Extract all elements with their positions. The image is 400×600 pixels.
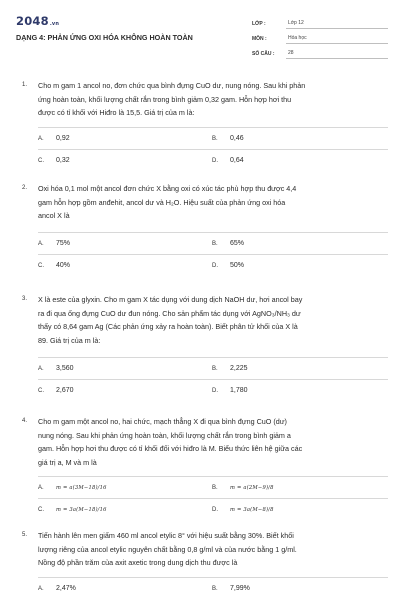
choice-letter: B. bbox=[212, 485, 218, 491]
choice-text: 2,225 bbox=[230, 365, 248, 372]
choice-a[interactable] bbox=[38, 585, 76, 592]
choice-letter: A. bbox=[38, 241, 44, 247]
choice-letter: B. bbox=[212, 366, 218, 372]
meta-row-count bbox=[252, 44, 388, 59]
choice-text: 0,92 bbox=[56, 135, 70, 142]
question-line: lượng riêng của ancol etylic nguyên chất bằng 0,8 g/ml và của nước bằng 1 g/ml. bbox=[38, 544, 297, 554]
formula-text: m = a(2M−9)/8 bbox=[230, 485, 274, 491]
question-line: Tiến hành lên men giấm 460 ml ancol etylic 8° với hiệu suất bằng 30%. Biết khối bbox=[38, 531, 294, 540]
choice-row bbox=[38, 357, 388, 379]
choice-letter: C. bbox=[38, 507, 44, 513]
question-line: 89. Giá trị của m là: bbox=[38, 335, 101, 345]
choice-text: 2,47% bbox=[56, 585, 76, 592]
choice-row bbox=[38, 149, 388, 171]
choice-text: 40% bbox=[56, 262, 71, 269]
question-line: ra đi qua ống đựng CuO dư đun nóng. Cho sản phẩm tác dụng với AgNO₃/NH₃ dư bbox=[38, 308, 301, 318]
question-line: thấy có 8,64 gam Ag (Các phản ứng xảy ra hoàn toàn). Biết phân tử khối của X là bbox=[38, 322, 298, 331]
choice-c[interactable] bbox=[38, 506, 107, 513]
choice-letter: C. bbox=[38, 158, 44, 164]
choice-row bbox=[38, 379, 388, 401]
choice-d[interactable] bbox=[212, 387, 248, 394]
question-number: 5. bbox=[22, 532, 28, 538]
choice-b[interactable] bbox=[212, 365, 248, 372]
question-line: nung nóng. Sau khi phản ứng hoàn toàn, khối lượng chất rắn trong bình giảm a bbox=[38, 430, 291, 440]
choice-text: 0,64 bbox=[230, 157, 244, 164]
choice-text: 7,99% bbox=[230, 585, 250, 592]
meta-row-class bbox=[252, 14, 388, 29]
choice-letter: A. bbox=[38, 136, 44, 142]
question-text bbox=[38, 79, 388, 120]
choice-row bbox=[38, 254, 388, 276]
logo-main: 2048 bbox=[16, 14, 49, 28]
question-line: ancol X là bbox=[38, 211, 70, 220]
choice-row bbox=[38, 476, 388, 498]
question-line: Cho m gam một ancol no, hai chức, mạch thẳng X đi qua bình đựng CuO (dư) bbox=[38, 417, 287, 426]
choice-letter: D. bbox=[212, 263, 218, 269]
choice-row bbox=[38, 127, 388, 149]
choice-a[interactable] bbox=[38, 484, 107, 491]
question-line: được có tỉ khối với Hiđro là 15,5. Giá trị của m là: bbox=[38, 108, 195, 117]
formula-text: m = a(3M−18)/16 bbox=[56, 485, 107, 491]
choice-row bbox=[38, 232, 388, 254]
choice-c[interactable] bbox=[38, 387, 74, 394]
page-header bbox=[0, 0, 400, 62]
choice-letter: B. bbox=[212, 136, 218, 142]
worksheet-meta bbox=[252, 14, 388, 59]
question-number: 2. bbox=[22, 185, 28, 191]
question-line: gam. Hỗn hợp hơi thu được có tỉ khối đối với hiđro là M. Biểu thức liên hệ giữa các bbox=[38, 444, 303, 453]
choice-a[interactable] bbox=[38, 240, 70, 247]
choice-letter: B. bbox=[212, 586, 218, 592]
choice-b[interactable] bbox=[212, 585, 250, 592]
choice-row bbox=[38, 577, 388, 599]
question-line: gam hỗn hợp gồm anđehit, ancol dư và H₂O. Hiệu suất của phản ứng oxi hóa bbox=[38, 197, 286, 207]
choice-d[interactable] bbox=[212, 262, 244, 269]
choice-c[interactable] bbox=[38, 262, 70, 269]
worksheet-title: DẠNG 4: PHẢN ỨNG OXI HÓA KHÔNG HOÀN TOÀN bbox=[16, 33, 193, 42]
question-text bbox=[38, 182, 388, 223]
choice-text: 75% bbox=[56, 240, 71, 247]
choice-b[interactable] bbox=[212, 240, 244, 247]
question-text bbox=[38, 529, 388, 570]
choice-letter: A. bbox=[38, 586, 44, 592]
choice-text: 0,46 bbox=[230, 135, 244, 142]
question-line: Oxi hóa 0,1 mol một ancol đơn chức X bằng oxi có xúc tác phù hợp thu được 4,4 bbox=[38, 184, 297, 193]
choice-text: 50% bbox=[230, 262, 245, 269]
meta-label: LỚP : bbox=[252, 21, 266, 27]
choice-letter: B. bbox=[212, 241, 218, 247]
question-line: Cho m gam 1 ancol no, đơn chức qua bình đựng CuO dư, nung nóng. Sau khi phản bbox=[38, 81, 306, 90]
meta-label: MÔN : bbox=[252, 36, 267, 42]
meta-value-class: Lớp 12 bbox=[286, 20, 388, 29]
question-text bbox=[38, 415, 388, 469]
question-line: X là este của glyxin. Cho m gam X tác dụng với dung dịch NaOH dư, hơi ancol bay bbox=[38, 295, 303, 304]
choice-text: 2,670 bbox=[56, 387, 74, 394]
question-number: 1. bbox=[22, 82, 28, 88]
choice-d[interactable] bbox=[212, 506, 274, 513]
choice-text: 0,32 bbox=[56, 157, 70, 164]
formula-text: m = 3a(M−8)/8 bbox=[230, 507, 274, 513]
choice-text: 65% bbox=[230, 240, 245, 247]
choice-text: 3,560 bbox=[56, 365, 74, 372]
choice-b[interactable] bbox=[212, 135, 244, 142]
meta-value-subject: Hóa học bbox=[286, 35, 388, 44]
question-number: 4. bbox=[22, 418, 28, 424]
choice-letter: C. bbox=[38, 263, 44, 269]
question-line: giá trị a, M và m là bbox=[38, 457, 97, 467]
choice-letter: A. bbox=[38, 366, 44, 372]
choice-letter: D. bbox=[212, 388, 218, 394]
choice-row bbox=[38, 498, 388, 520]
question-line: Nồng độ phần trăm của axit axetic trong dung dịch thu được là bbox=[38, 558, 238, 567]
choice-b[interactable] bbox=[212, 484, 274, 491]
site-logo[interactable] bbox=[16, 14, 59, 28]
meta-value-count: 28 bbox=[286, 50, 388, 59]
choice-text: 1,780 bbox=[230, 387, 248, 394]
question-line: ứng hoàn toàn, khối lượng chất rắn trong bình giảm 0,32 gam. Hỗn hợp hơi thu bbox=[38, 94, 292, 104]
formula-text: m = 3a(M−18)/16 bbox=[56, 507, 107, 513]
choice-d[interactable] bbox=[212, 157, 244, 164]
question-text bbox=[38, 293, 388, 347]
choice-letter: A. bbox=[38, 485, 44, 491]
meta-row-subject bbox=[252, 29, 388, 44]
choice-letter: C. bbox=[38, 388, 44, 394]
choice-a[interactable] bbox=[38, 365, 74, 372]
logo-sub: .vn bbox=[49, 21, 60, 27]
question-number: 3. bbox=[22, 296, 28, 302]
choice-a[interactable] bbox=[38, 135, 70, 142]
choice-letter: D. bbox=[212, 158, 218, 164]
choice-letter: D. bbox=[212, 507, 218, 513]
choice-c[interactable] bbox=[38, 157, 70, 164]
meta-label: SỐ CÂU : bbox=[252, 51, 275, 57]
